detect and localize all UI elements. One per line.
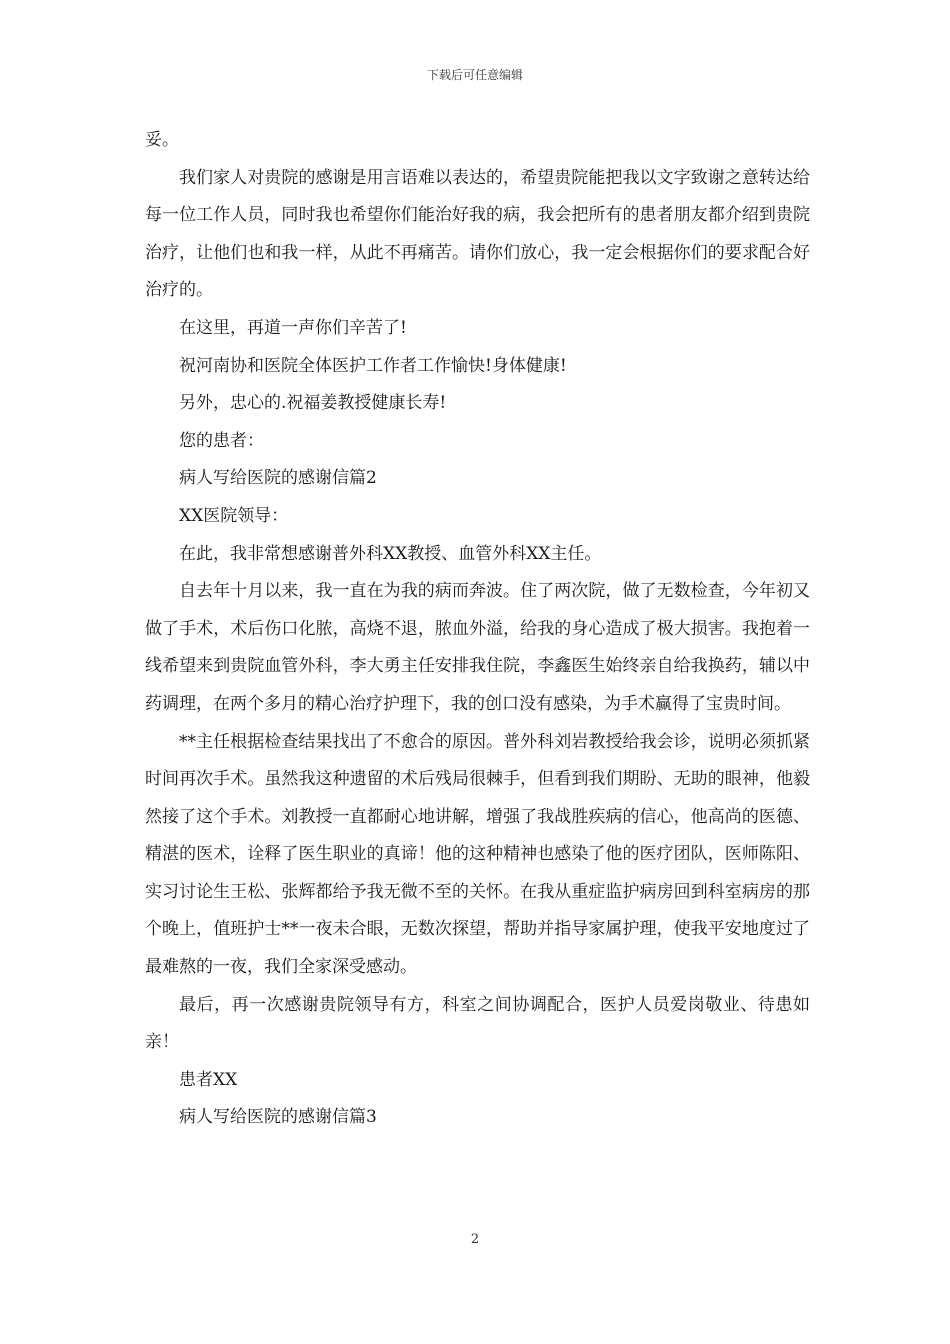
signature-line: 您的患者： — [179, 430, 264, 451]
document-body — [145, 122, 810, 1137]
paragraph: 另外，忠心的.祝福姜教授健康长寿! — [179, 393, 447, 414]
paragraph: **主任根据检查结果找出了不愈合的原因。普外科刘岩教授给我会诊，说明必须抓紧时间再次手术。虽然我这种遗留的术后残局很棘手，但看到我们期盼、无助的眼神，他毅然接了这个手术。刘教授一直都耐心地讲解，增强了我战胜疾病的信心，他高尚的医德、精湛的医术，诠释了医生职业的真谛！他的这种精神也感染了他的医疗团队，医师陈阳、实习讨论生王松、张辉都给予我无微不至的关怀。在我从重症监护病房回到科室病房的那个晚上，值班护士**一夜未合眼，无数次探望，帮助并指导家属护理，使我平安地度过了最难熬的一夜，我们全家深受感动。 — [145, 731, 810, 978]
paragraph: 祝河南协和医院全体医护工作者工作愉快!身体健康! — [179, 355, 567, 376]
section-heading: 病人写给医院的感谢信篇2 — [179, 468, 377, 489]
paragraph: 我们家人对贵院的感谢是用言语难以表达的，希望贵院能把我以文字致谢之意转达给每一位工作人员，同时我也希望你们能治好我的病，我会把所有的患者朋友都介绍到贵院治疗，让他们也和我一样，从此不再痛苦。请你们放心，我一定会根据你们的要求配合好治疗的。 — [145, 167, 810, 301]
paragraph: 最后，再一次感谢贵院领导有方，科室之间协调配合，医护人员爱岗敬业、待患如亲！ — [145, 994, 810, 1053]
salutation: XX医院领导： — [179, 505, 289, 526]
paragraph: 妥。 — [145, 130, 179, 150]
paragraph: 在这里，再道一声你们辛苦了! — [179, 317, 407, 338]
page-number: 2 — [470, 1232, 480, 1247]
paragraph: 自去年十月以来，我一直在为我的病而奔波。住了两次院，做了无数检查，今年初又做了手术，术后伤口化脓，高烧不退，脓血外溢，给我的身心造成了极大损害。我抱着一线希望来到贵院血管外科，李大勇主任安排我住院，李鑫医生始终亲自给我换药，辅以中药调理，在两个多月的精心治疗护理下，我的创口没有感染，为手术赢得了宝贵时间。 — [145, 581, 810, 714]
section-heading: 病人写给医院的感谢信篇3 — [179, 1107, 377, 1128]
signature-line: 患者XX — [179, 1069, 238, 1090]
paragraph: 在此，我非常想感谢普外科XX教授、血管外科XX主任。 — [179, 543, 602, 564]
page-header: 下载后可任意编辑 — [426, 68, 523, 82]
